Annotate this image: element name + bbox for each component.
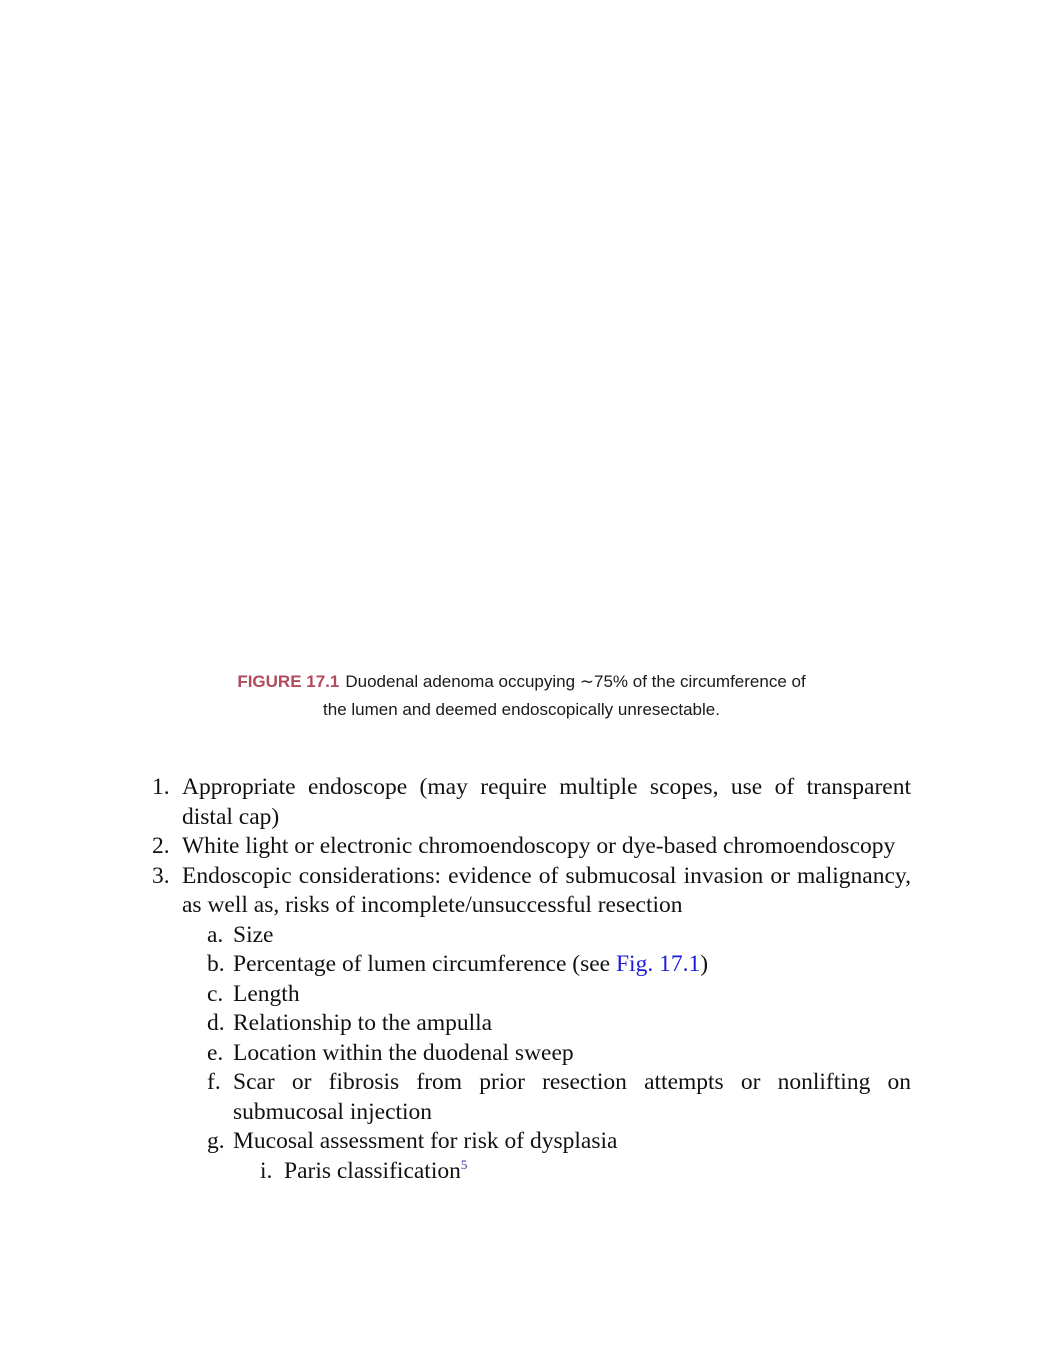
sub-list-item-text: Size <box>233 921 274 948</box>
caption-line-2: the lumen and deemed endoscopically unresectable. <box>323 700 720 719</box>
sub-list-letter: d. <box>207 1010 225 1036</box>
sub-list-item-text: Length <box>233 980 300 1007</box>
caption-text-1: Duodenal adenoma occupying ∼75% of the circumference of <box>345 672 806 691</box>
sub-list-letter: e. <box>207 1039 224 1066</box>
sub-list-item-text: Location within the duodenal sweep <box>233 1039 574 1066</box>
figure-caption <box>150 668 893 724</box>
sub-list-letter: a. <box>207 921 224 948</box>
list-item-text: Endoscopic considerations: evidence of submucosal invasion or malignancy, as well as, risks of incomplete/unsuccessful resection <box>182 862 911 918</box>
sub-list-item <box>207 921 911 951</box>
figure-reference-link[interactable]: Fig. 17.1 <box>615 951 701 977</box>
sub-list-item <box>207 980 911 1010</box>
citation-reference-link[interactable]: 5 <box>460 1156 468 1172</box>
list-item <box>152 773 911 832</box>
list-item <box>152 832 911 862</box>
sub-list-item-text: Relationship to the ampulla <box>233 1010 493 1036</box>
sub-sub-list-item-text: Paris classification <box>284 1157 461 1184</box>
sub-list-letter: f. <box>207 1069 221 1095</box>
list-item <box>152 862 911 921</box>
sub-list-letter: b. <box>207 951 225 977</box>
sub-list-item-text: Mucosal assessment for risk of dysplasia <box>233 1128 618 1154</box>
figure-image-area <box>150 40 910 650</box>
sub-list-item-text-end: ) <box>700 951 709 977</box>
sub-sub-list-item <box>260 1156 911 1187</box>
sub-list-item <box>207 1009 911 1039</box>
sub-list-item <box>207 1039 911 1069</box>
list-number: 1. <box>152 774 170 800</box>
sub-sub-list-numeral: i. <box>260 1157 273 1184</box>
considerations-list <box>0 773 1043 1186</box>
sub-list-item <box>207 1068 911 1127</box>
list-number: 3. <box>152 862 170 889</box>
sub-list-item-text: Scar or fibrosis from prior resection attempts or nonlifting on submucosal injection <box>233 1069 911 1125</box>
figure-label: FIGURE 17.1 <box>237 672 340 691</box>
sub-list-item-text: Percentage of lumen circumference (see <box>233 951 616 977</box>
list-item-text: Appropriate endoscope (may require multiple scopes, use of transparent distal cap) <box>182 774 911 830</box>
sub-list-item <box>207 950 911 980</box>
sub-list-letter: g. <box>207 1128 225 1154</box>
list-item-text: White light or electronic chromoendoscopy or dye-based chromoendoscopy <box>182 833 896 859</box>
list-number: 2. <box>152 833 170 859</box>
caption-line-1 <box>150 668 893 696</box>
sub-list-letter: c. <box>207 980 224 1007</box>
sub-list-item <box>207 1127 911 1157</box>
